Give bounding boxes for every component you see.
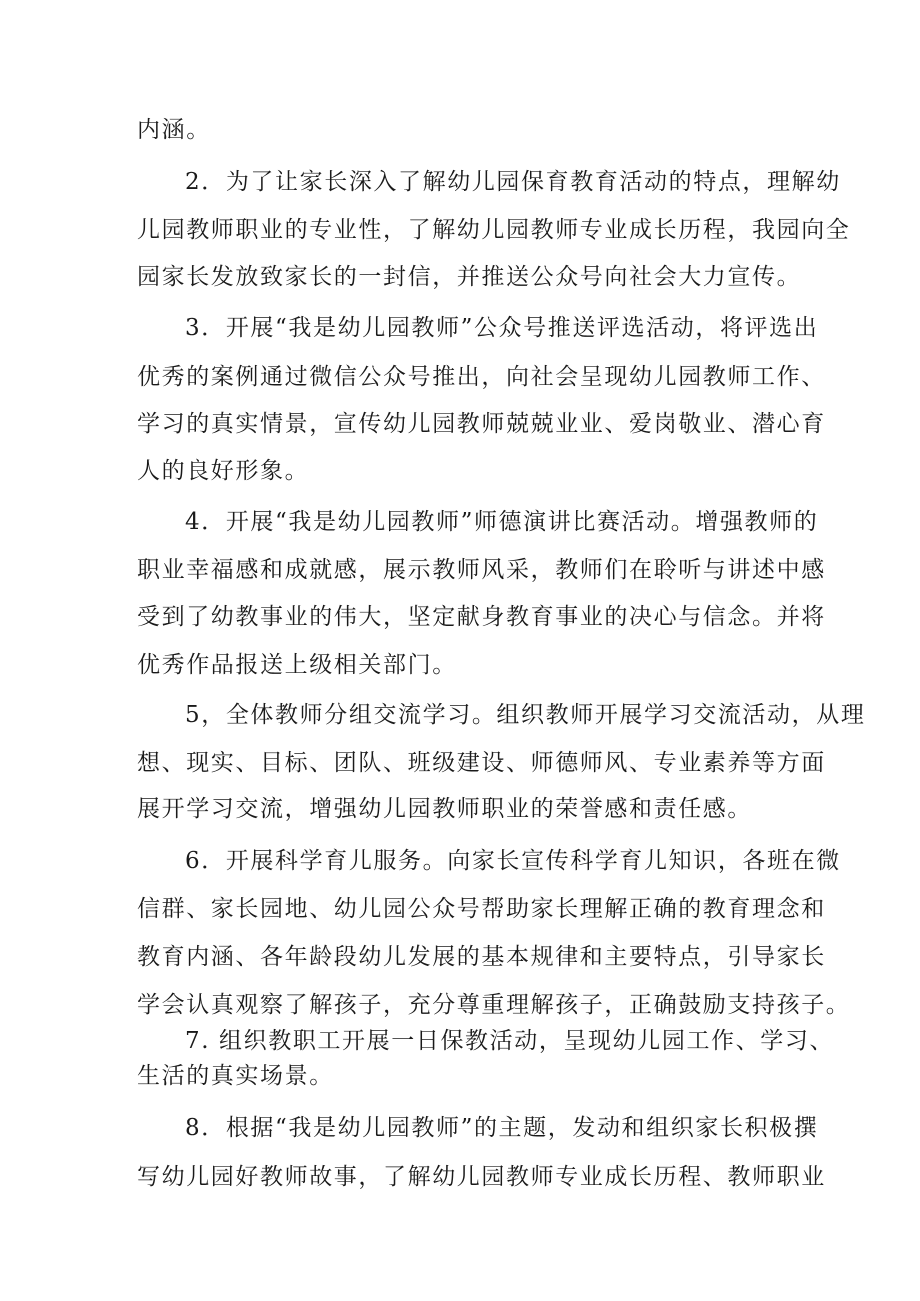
text-line: 展开学习交流，增强幼儿园教师职业的荣誉感和责任感。 <box>137 796 752 822</box>
text-line: 4．开展“我是幼儿园教师”师德演讲比赛活动。增强教师的 <box>185 509 819 535</box>
text-line: 学习的真实情景，宣传幼儿园教师兢兢业业、爱岗敬业、潜心育 <box>137 411 826 437</box>
text-line: 优秀的案例通过微信公众号推出，向社会呈现幼儿园教师工作、 <box>137 364 826 390</box>
text-line: 2．为了让家长深入了解幼儿园保育教育活动的特点，理解幼 <box>185 169 841 195</box>
text-line: 生活的真实场景。 <box>137 1063 334 1089</box>
text-line: 想、现实、目标、团队、班级建设、师德师风、专业素养等方面 <box>137 750 826 776</box>
text-line: 优秀作品报送上级相关部门。 <box>137 652 457 678</box>
text-line: 受到了幼教事业的伟大，坚定献身教育事业的决心与信念。并将 <box>137 604 826 630</box>
text-line: 7. 组织教职工开展一日保教活动，呈现幼儿园工作、学习、 <box>185 1028 835 1054</box>
text-line: 写幼儿园好教师故事，了解幼儿园教师专业成长历程、教师职业 <box>137 1164 826 1190</box>
text-line: 6．开展科学育儿服务。向家长宣传科学育儿知识，各班在微 <box>185 848 841 874</box>
text-line: 学会认真观察了解孩子，充分尊重理解孩子，正确鼓励支持孩子。 <box>137 992 851 1018</box>
text-line: 职业幸福感和成就感，展示教师风采，教师们在聆听与讲述中感 <box>137 557 826 583</box>
text-line: 园家长发放致家长的一封信，并推送公众号向社会大力宣传。 <box>137 264 802 290</box>
text-line: 信群、家长园地、幼儿园公众号帮助家长理解正确的教育理念和 <box>137 896 826 922</box>
text-line: 教育内涵、各年龄段幼儿发展的基本规律和主要特点，引导家长 <box>137 944 826 970</box>
text-line: 内涵。 <box>137 117 211 143</box>
text-line: 8．根据“我是幼儿园教师”的主题，发动和组织家长积极撰 <box>185 1115 819 1141</box>
text-line: 3．开展“我是幼儿园教师”公众号推送评选活动，将评选出 <box>185 315 819 341</box>
text-line: 儿园教师职业的专业性，了解幼儿园教师专业成长历程，我园向全 <box>137 217 851 243</box>
text-line: 人的良好形象。 <box>137 458 310 484</box>
text-line: 5，全体教师分组交流学习。组织教师开展学习交流活动，从理 <box>185 702 866 728</box>
